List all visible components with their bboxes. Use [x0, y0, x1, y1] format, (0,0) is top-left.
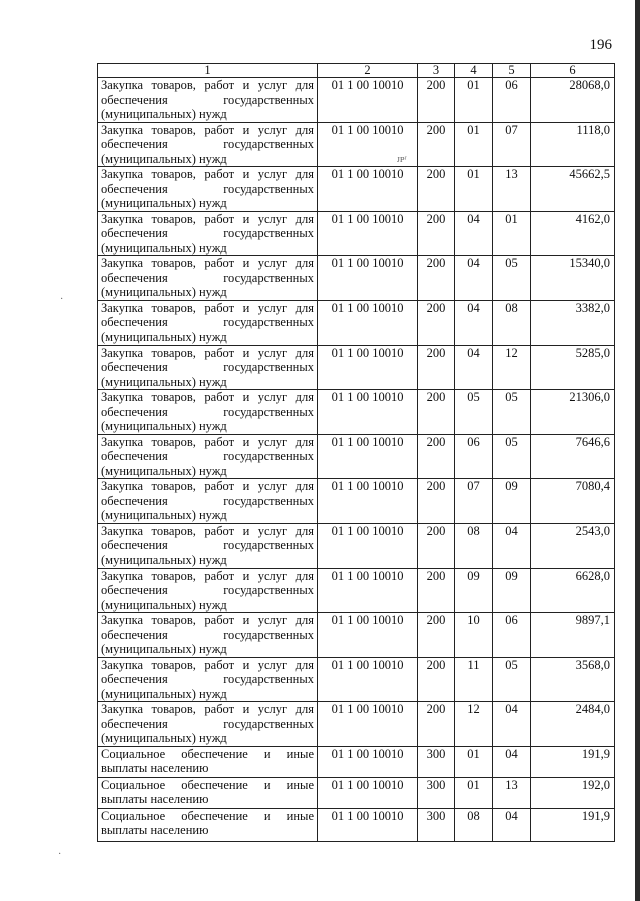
row-col3: 200: [418, 479, 455, 524]
row-name: Закупка товаров, работ и услуг для обеспечения государственных (муниципальных) нужд: [98, 479, 318, 524]
row-col3: 200: [418, 434, 455, 479]
row-col4: 06: [455, 434, 493, 479]
column-header: 5: [493, 64, 531, 78]
row-col5: 05: [493, 390, 531, 435]
row-col4: 10: [455, 613, 493, 658]
row-col3: 200: [418, 300, 455, 345]
row-name: Закупка товаров, работ и услуг для обеспечения государственных (муниципальных) нужд: [98, 211, 318, 256]
row-name: Закупка товаров, работ и услуг для обеспечения государственных (муниципальных) нужд: [98, 523, 318, 568]
table-row: [98, 256, 615, 301]
table-row: [98, 300, 615, 345]
row-code: 01 1 00 10010: [318, 479, 418, 524]
row-col3: 200: [418, 167, 455, 212]
row-col4: 07: [455, 479, 493, 524]
row-col5: 07: [493, 122, 531, 167]
budget-table: [97, 63, 615, 842]
table-row: [98, 657, 615, 702]
table-row: [98, 568, 615, 613]
row-name: Закупка товаров, работ и услуг для обеспечения государственных (муниципальных) нужд: [98, 345, 318, 390]
row-col5: 09: [493, 479, 531, 524]
row-code: 01 1 00 10010: [318, 613, 418, 658]
row-col5: 05: [493, 434, 531, 479]
table-header-row: [98, 64, 615, 78]
column-header: 3: [418, 64, 455, 78]
row-amount: 21306,0: [531, 390, 615, 435]
row-code: 01 1 00 10010: [318, 211, 418, 256]
row-col3: 300: [418, 777, 455, 808]
row-name: Закупка товаров, работ и услуг для обеспечения государственных (муниципальных) нужд: [98, 434, 318, 479]
row-amount: 9897,1: [531, 613, 615, 658]
row-col4: 04: [455, 300, 493, 345]
row-code: 01 1 00 10010: [318, 777, 418, 808]
row-col5: 04: [493, 746, 531, 777]
row-col4: 09: [455, 568, 493, 613]
row-col3: 300: [418, 808, 455, 841]
table-row: [98, 777, 615, 808]
table-row: [98, 78, 615, 123]
row-col5: 06: [493, 613, 531, 658]
row-name: Закупка товаров, работ и услуг для обеспечения государственных (муниципальных) нужд: [98, 702, 318, 747]
row-col4: 01: [455, 777, 493, 808]
table-row: [98, 523, 615, 568]
row-col4: 04: [455, 211, 493, 256]
row-code: 01 1 00 10010: [318, 746, 418, 777]
row-col5: 06: [493, 78, 531, 123]
row-col5: 04: [493, 702, 531, 747]
row-amount: 7646,6: [531, 434, 615, 479]
table-row: [98, 702, 615, 747]
row-col4: 08: [455, 808, 493, 841]
row-amount: 3382,0: [531, 300, 615, 345]
row-name: Социальное обеспечение и иные выплаты населению: [98, 777, 318, 808]
row-code: 01 1 00 10010: [318, 657, 418, 702]
row-col5: 12: [493, 345, 531, 390]
column-header: 4: [455, 64, 493, 78]
scan-edge: [635, 0, 640, 901]
row-col4: 11: [455, 657, 493, 702]
table-row: [98, 167, 615, 212]
column-header: 1: [98, 64, 318, 78]
row-col4: 12: [455, 702, 493, 747]
row-amount: 15340,0: [531, 256, 615, 301]
row-code: 01 1 00 10010: [318, 390, 418, 435]
row-amount: 191,9: [531, 746, 615, 777]
page-number: 196: [589, 37, 612, 53]
row-col3: 200: [418, 122, 455, 167]
row-code: 01 1 00 10010: [318, 78, 418, 123]
table-body: [98, 78, 615, 842]
row-code: 01 1 00 10010: [318, 434, 418, 479]
row-amount: 6628,0: [531, 568, 615, 613]
row-col3: 200: [418, 345, 455, 390]
row-col5: 01: [493, 211, 531, 256]
row-col5: 05: [493, 657, 531, 702]
row-name: Закупка товаров, работ и услуг для обеспечения государственных (муниципальных) нужд: [98, 256, 318, 301]
row-col4: 01: [455, 122, 493, 167]
row-col4: 01: [455, 746, 493, 777]
table-row: [98, 613, 615, 658]
row-name: Закупка товаров, работ и услуг для обеспечения государственных (муниципальных) нужд: [98, 122, 318, 167]
row-code: 01 1 00 10010: [318, 345, 418, 390]
row-col3: 200: [418, 613, 455, 658]
row-name: Закупка товаров, работ и услуг для обеспечения государственных (муниципальных) нужд: [98, 568, 318, 613]
row-code: 01 1 00 10010: [318, 167, 418, 212]
row-col3: 300: [418, 746, 455, 777]
row-col5: 04: [493, 523, 531, 568]
row-col3: 200: [418, 256, 455, 301]
row-amount: 45662,5: [531, 167, 615, 212]
row-name: Социальное обеспечение и иные выплаты населению: [98, 746, 318, 777]
row-col5: 09: [493, 568, 531, 613]
row-amount: 4162,0: [531, 211, 615, 256]
row-name: Закупка товаров, работ и услуг для обеспечения государственных (муниципальных) нужд: [98, 78, 318, 123]
row-amount: 191,9: [531, 808, 615, 841]
row-col5: 05: [493, 256, 531, 301]
row-amount: 1118,0: [531, 122, 615, 167]
row-code: 01 1 00 10010: [318, 808, 418, 841]
row-col4: 04: [455, 345, 493, 390]
column-header: 6: [531, 64, 615, 78]
row-amount: 3568,0: [531, 657, 615, 702]
row-amount: 7080,4: [531, 479, 615, 524]
row-col3: 200: [418, 390, 455, 435]
row-amount: 192,0: [531, 777, 615, 808]
stray-mark: ᴊᴘʳ: [397, 154, 407, 165]
row-name: Закупка товаров, работ и услуг для обеспечения государственных (муниципальных) нужд: [98, 613, 318, 658]
row-code: 01 1 00 10010: [318, 568, 418, 613]
table-row: [98, 808, 615, 841]
row-code: 01 1 00 10010: [318, 256, 418, 301]
row-name: Закупка товаров, работ и услуг для обеспечения государственных (муниципальных) нужд: [98, 657, 318, 702]
table-row: [98, 746, 615, 777]
table-row: [98, 122, 615, 167]
table-row: [98, 345, 615, 390]
row-name: Социальное обеспечение и иные выплаты населению: [98, 808, 318, 841]
row-amount: 2543,0: [531, 523, 615, 568]
table-row: [98, 211, 615, 256]
row-col3: 200: [418, 523, 455, 568]
row-col3: 200: [418, 211, 455, 256]
row-col3: 200: [418, 702, 455, 747]
stray-mark: ·: [60, 294, 64, 305]
row-col5: 13: [493, 167, 531, 212]
row-col5: 08: [493, 300, 531, 345]
column-header: 2: [318, 64, 418, 78]
row-col5: 04: [493, 808, 531, 841]
row-name: Закупка товаров, работ и услуг для обеспечения государственных (муниципальных) нужд: [98, 167, 318, 212]
table-row: [98, 390, 615, 435]
table-row: [98, 479, 615, 524]
stray-mark: ·: [58, 849, 62, 860]
row-code: 01 1 00 10010: [318, 702, 418, 747]
row-col5: 13: [493, 777, 531, 808]
row-name: Закупка товаров, работ и услуг для обеспечения государственных (муниципальных) нужд: [98, 300, 318, 345]
row-amount: 28068,0: [531, 78, 615, 123]
row-code: 01 1 00 10010: [318, 300, 418, 345]
row-name: Закупка товаров, работ и услуг для обеспечения государственных (муниципальных) нужд: [98, 390, 318, 435]
row-col4: 04: [455, 256, 493, 301]
row-col3: 200: [418, 657, 455, 702]
row-code: 01 1 00 10010: [318, 523, 418, 568]
row-code: 01 1 00 10010: [318, 122, 418, 167]
row-col4: 08: [455, 523, 493, 568]
row-col4: 01: [455, 167, 493, 212]
row-col4: 05: [455, 390, 493, 435]
table-row: [98, 434, 615, 479]
row-amount: 2484,0: [531, 702, 615, 747]
row-col3: 200: [418, 568, 455, 613]
row-col3: 200: [418, 78, 455, 123]
row-col4: 01: [455, 78, 493, 123]
row-amount: 5285,0: [531, 345, 615, 390]
